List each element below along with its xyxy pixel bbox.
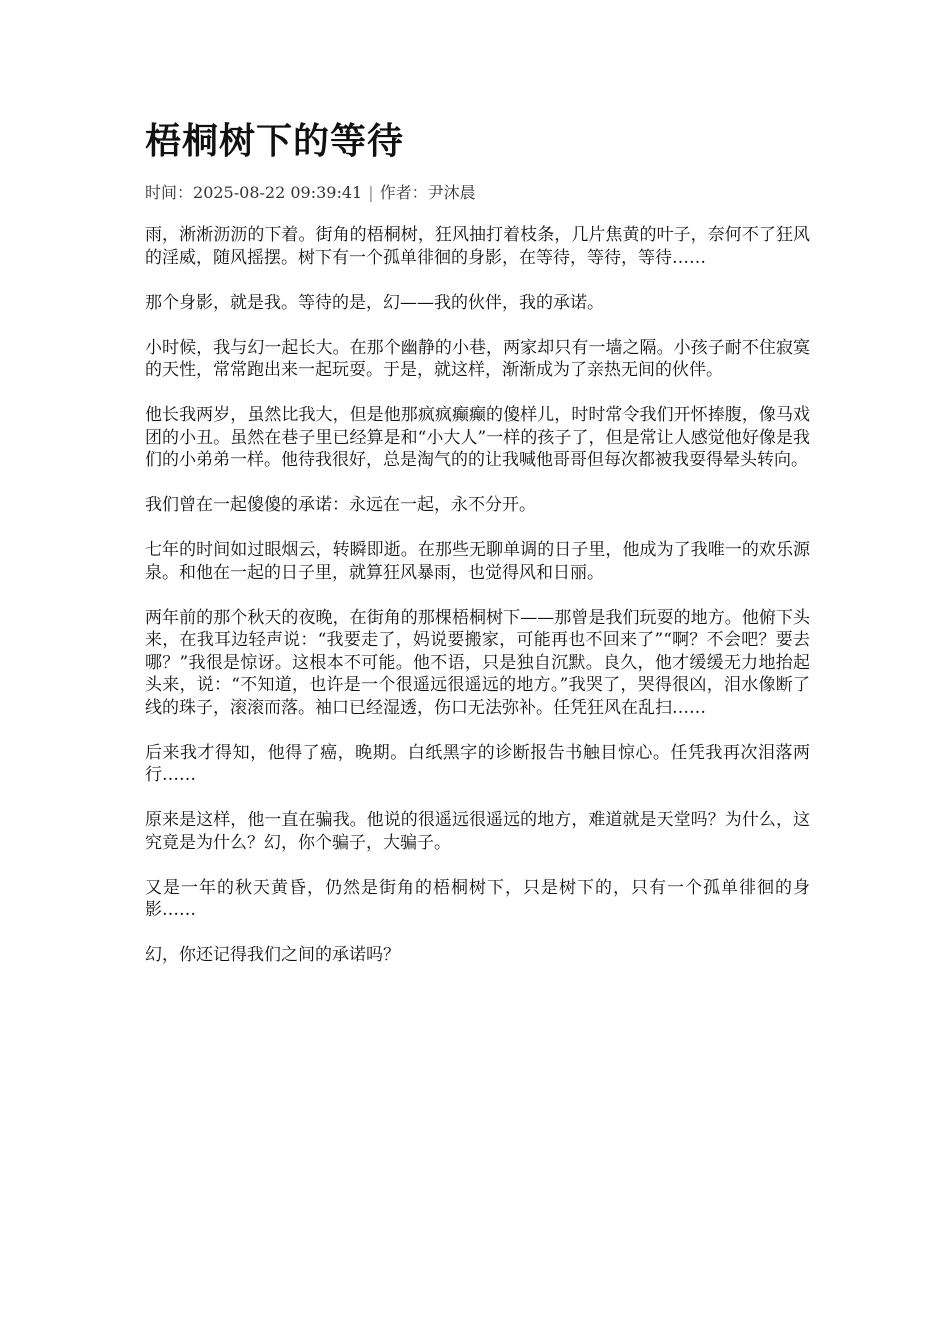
paragraph: 又是一年的秋天黄昏，仍然是街角的梧桐树下，只是树下的，只有一个孤单徘徊的身影……: [145, 877, 810, 920]
time-label: 时间：: [145, 183, 194, 202]
paragraph: 七年的时间如过眼烟云，转瞬即逝。在那些无聊单调的日子里，他成为了我唯一的欢乐源泉。和他在一起的日子里，就算狂风暴雨，也觉得风和日丽。: [145, 540, 810, 583]
author-label: 作者：: [379, 183, 428, 202]
paragraph: 后来我才得知，他得了癌，晚期。白纸黑字的诊断报告书触目惊心。任凭我再次泪落两行……: [145, 742, 810, 785]
paragraph: 小时候，我与幻一起长大。在那个幽静的小巷，两家却只有一墙之隔。小孩子耐不住寂寞的天性，常常跑出来一起玩耍。于是，就这样，渐渐成为了亲热无间的伙伴。: [145, 337, 810, 380]
paragraph: 那个身影，就是我。等待的是，幻——我的伙伴，我的承诺。: [145, 292, 604, 313]
meta-separator: |: [368, 183, 374, 202]
article-title: 梧桐树下的等待: [145, 120, 405, 162]
article-meta: [145, 182, 810, 204]
author-value: 尹沐晨: [427, 183, 476, 202]
paragraph: 我们曾在一起傻傻的承诺：永远在一起，永不分开。: [145, 495, 536, 515]
paragraph: 两年前的那个秋天的夜晚，在街角的那棵梧桐树下——那曾是我们玩耍的地方。他俯下头来，在我耳边轻声说：“我要走了，妈说要搬家，可能再也不回来了”“啊？不会吧？要去哪？”我很是惊讶。这根本不可能。他不语，只是独自沉默。良久，他才缓缓无力地抬起头来，说：“不知道，也许是一个很遥远很遥远的地方。”我哭了，哭得很凶，泪水像断了线的珠子，滚滚而落。袖口已经湿透，伤口无法弥补。任凭狂风在乱扫……: [145, 607, 810, 718]
article: [145, 112, 810, 989]
article-body: [145, 224, 810, 967]
paragraph: 原来是这样，他一直在骗我。他说的很遥远很遥远的地方，难道就是天堂吗？为什么，这究竟是为什么？幻，你个骗子，大骗子。: [145, 810, 810, 853]
time-value: 2025-08-22 09:39:41: [193, 183, 363, 202]
paragraph: 雨，淅淅沥沥的下着。街角的梧桐树，狂风抽打着枝条，几片焦黄的叶子，奈何不了狂风的淫威，随风摇摆。树下有一个孤单徘徊的身影，在等待，等待，等待……: [145, 225, 810, 268]
paragraph: 他长我两岁，虽然比我大，但是他那疯疯癫癫的傻样儿，时时常令我们开怀捧腹，像马戏团的小丑。虽然在巷子里已经算是和“小大人”一样的孩子了，但是常让人感觉他好像是我们的小弟弟一样。他待我很好，总是淘气的的让我喊他哥哥但每次都被我耍得晕头转向。: [145, 405, 810, 470]
paragraph: 幻，你还记得我们之间的承诺吗？: [145, 945, 400, 965]
